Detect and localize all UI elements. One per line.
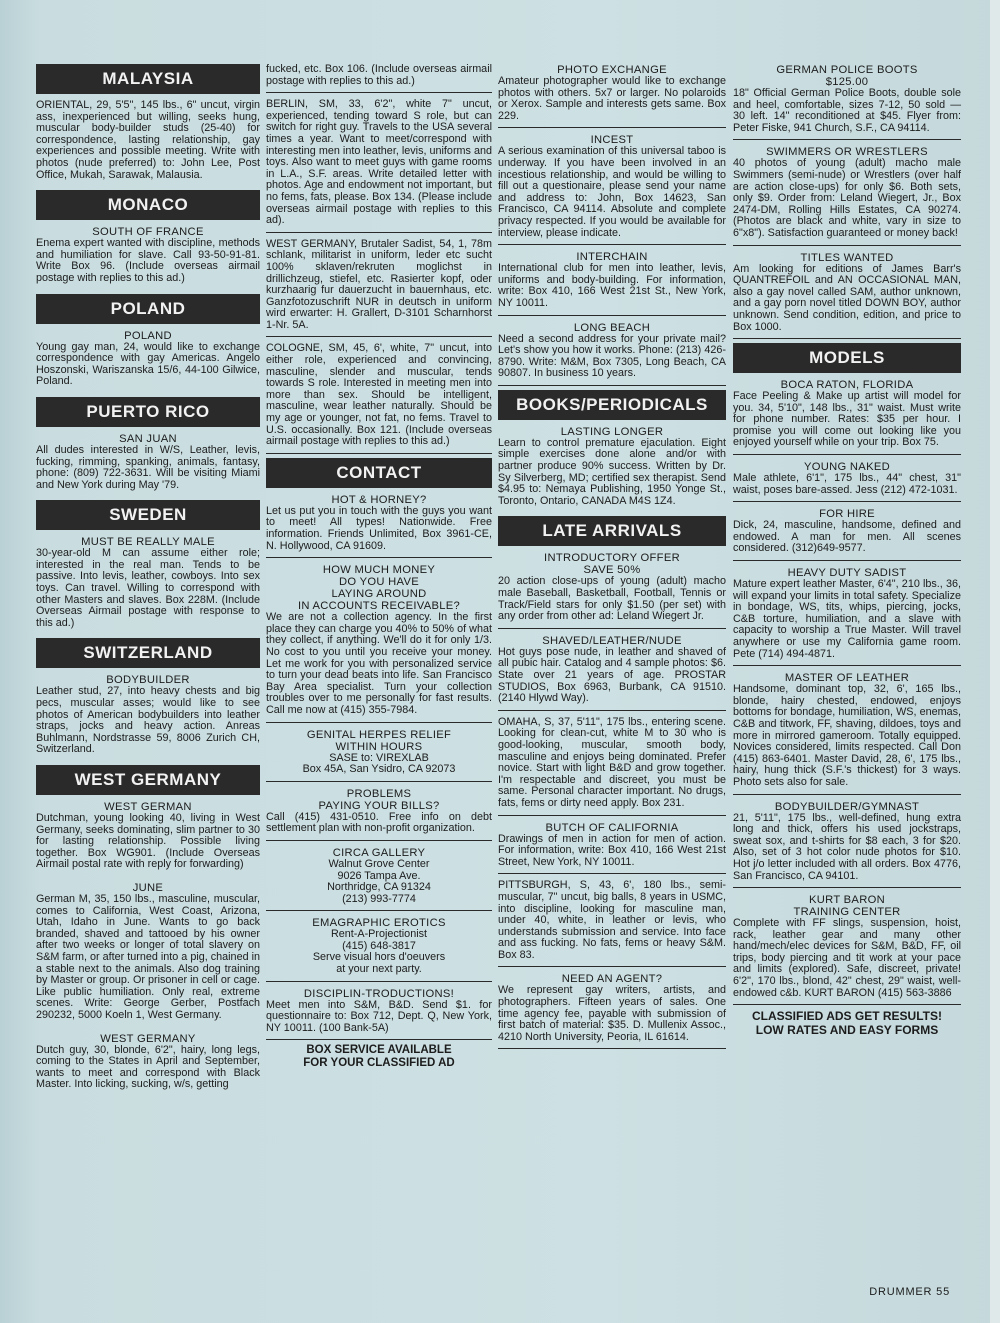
ad-title: INTRODUCTORY OFFER SAVE 50% — [544, 552, 680, 577]
ad-body: Face Peeling & Make up artist will model for you. 34, 5'10", 148 lbs., 31" waist. Must write for phone number. Rates: $35 per hour. I promise you will come out looking like you enjoyed yourself while on your trip. Box 75. — [733, 390, 961, 449]
ad-body: BERLIN, SM, 33, 6'2", white 7" uncut, experienced, tending toward S role, but can switch for right guy. Travels to the USA several times a year. Want to meet/correspond with interesting men into leather, levis, uniforms and toys. Also want to meet guys with game rooms in L.A., S.F. areas. Write detailed letter with photos. Age and endowment not important, but no fems, fats, please. Box 134. (Please include overseas airmail postage with replies to this ad). — [266, 98, 492, 227]
ad-title: PHOTO EXCHANGE — [557, 64, 667, 76]
box-service-notice: BOX SERVICE AVAILABLE FOR YOUR CLASSIFIED AD — [303, 1044, 455, 1069]
ad-body: Male athlete, 6'1", 175 lbs., 44" chest, 31" waist, poses bare-assed. Jess (212) 472-1031. — [733, 472, 961, 496]
ad-body: Dutchman, young looking 40, living in West Germany, seeks dominating, slim partner to 30 for lasting relationship. Possible living together. Box WG901. (Include Overseas Airmail postal rate with reply for forwarding) — [36, 812, 260, 871]
section-banner-puerto-rico: PUERTO RICO — [36, 397, 260, 427]
classified-ad — [733, 799, 961, 889]
ad-title: SAN JUAN — [119, 432, 177, 445]
classified-ads-notice: CLASSIFIED ADS GET RESULTS! LOW RATES AND EASY FORMS — [751, 1009, 942, 1038]
ad-title: HOW MUCH MONEY DO YOU HAVE LAYING AROUND IN ACCOUNTS RECEIVABLE? — [297, 564, 461, 613]
ad-title: FOR HIRE — [819, 508, 875, 521]
classified-ad — [733, 506, 961, 561]
ad-title: GENITAL HERPES RELIEF WITHIN HOURS — [306, 728, 452, 753]
classified-ad — [36, 98, 260, 186]
ad-title: HEAVY DUTY SADIST — [787, 567, 907, 580]
classified-ad — [266, 915, 492, 981]
ad-body: Walnut Grove Center 9026 Tampa Ave. Northridge, CA 91324 (213) 993-7774 — [327, 857, 431, 905]
ad-body: Complete with FF slings, suspension, hoist, rack, leather gear and many other hand/mech/elec devices for S&M, B&D, FF, oil trips, body piercing and tit work at your pace and limits (explored). Safe, discreet, private! 6'2", 170 lbs., blond, 42" chest, 29" waist, well-endowed c&b. KURT BARON (415) 563-3886 — [733, 917, 961, 999]
ad-body: Dutch guy, 30, blonde, 6'2", hairy, long legs, coming to the States in April and September, wants to meet and correspond with Black Master. Into licking, sucking, w/s, getting — [36, 1043, 260, 1091]
ad-title: LONG BEACH — [573, 321, 651, 334]
section-banner-monaco: MONACO — [36, 190, 260, 220]
section-banner-late-arrivals: LATE ARRIVALS — [498, 516, 726, 546]
ad-body: Handsome, dominant top, 32, 6', 165 lbs., blonde, hairy chested, endowed, enjoys bottoms for bondage, humiliation, WS, enemas, C&B and titwork, FF, shaving, dildoes, toys and more in mirrored gameroom. Totally equipped. Novices considered, limits respected. Call Don (415) 863-6401. Master David, 28, 6', 175 lbs., hairy, hung thick (S.F.'s thickest) for 3 ways. Photo sets also for sale. — [733, 683, 961, 788]
ad-title: DISCIPLIN-TRODUCTIONS! — [303, 987, 455, 1000]
ad-body: German M, 35, 150 lbs., masculine, muscular, comes to California, West Coast, Arizona, Utah, Idaho in June. Wants to go back branded, shaved and tattooed by his owner after two weeks or longer of total slavery on S&M farm, or after turned into a pig, chained in a stable next to the animals. Also dog training by Master or group. Or prisoner in cell or cage. Like public humiliation. Only real, extreme scenes. Write: George Gerber, Postfach 290232, 5000 Koeln 1, West Germany. — [36, 892, 260, 1021]
classified-ad — [498, 820, 726, 875]
ad-body: 21, 5'11", 175 lbs., well-defined, hung extra long and thick, offers his used jockstraps, sweat sox, and t-shirts for $8 each, 3 for $20. Also, set of 3 hot color nude photos for $10. Hot j/o letter included with all orders. Box 4776, San Francisco, CA 94101. — [733, 811, 961, 882]
page-footer: DRUMMER 55 — [869, 1286, 950, 1298]
ad-body: Amateur photographer would like to exchange photos with others. 5x7 or larger. No polaroids or Xerox. Sample and interests gets same. Box 229. — [498, 75, 726, 122]
ad-body: 18" Official German Police Boots, double sole and heel, comfortable, sizes 7-12, 50 sold — 30 left. 14" reconditioned at $45. Flyer from: Peter Fiske, 941 Church, S.F., CA 94114. — [733, 87, 961, 134]
column-2-ads — [266, 62, 492, 454]
ad-body: International club for men into leather, levis, uniforms and body-building. For information, write: Box 410, 166 West 21st St., New York, NY 10011. — [498, 262, 726, 309]
ad-body: We are not a collection agency. In the first place they can charge you 40% to 50% of what they collect, if anything. We'll do it for only 1/3. No cost to you until you receive your money. Let me work for you with personalized service to turn your dead beats into life. San Francisco Bay Area specialist. Turn your collection troubles over to me personally for fast results. Call me now at (415) 355-7984. — [266, 611, 492, 716]
ad-title: SHAVED/LEATHER/NUDE — [542, 634, 682, 647]
ad-title: LASTING LONGER — [560, 425, 664, 438]
ad-body: PITTSBURGH, S, 43, 6', 180 lbs., semi-muscular, 7" uncut, big balls, 8 years in USMC, into discipline, looking for masculine man, under 40, white, in leather or levis, who understands submission and service. Into face and ass fucking. No fats, fems or heavy S&M. Box 83. — [498, 879, 726, 961]
classified-ad — [266, 786, 492, 841]
late-arrivals-ads — [498, 550, 726, 1049]
ad-body: Young gay man, 24, would like to exchange correspondence with gay Americas. Angelo Hoszonski, Wariszanska 15/6, 44-100 Gilwice, Poland. — [36, 340, 260, 388]
section-banner-contact: CONTACT — [266, 458, 492, 488]
classified-ad — [498, 550, 726, 628]
page-edge — [990, 0, 1000, 1323]
ad-body: Enema expert wanted with discipline, methods and humiliation for slave. Call 93-50-91-81. Write Box 96. (Include overseas airmail postage with replies to this ad.) — [36, 237, 260, 284]
ad-title: WEST GERMANY — [100, 1032, 196, 1045]
classified-ad — [733, 565, 961, 666]
ad-title: JUNE — [132, 881, 164, 894]
section-banner-switzerland: SWITZERLAND — [36, 638, 260, 668]
section-banner-poland: POLAND — [36, 294, 260, 324]
ad-title: TITLES WANTED — [800, 251, 894, 264]
ad-body: SASE to: VIREXLAB Box 45A, San Ysidro, CA 92073 — [302, 751, 456, 776]
ad-body: A serious examination of this universal taboo is underway. If you have been involved in an incestious relationship, and would be willing to fill out a questionaire, please send your name and address to: John, Box 14623, San Francisco, CA 94114. Absolute and complete privacy respected. If you would be available for interview, please indicate. — [498, 145, 726, 239]
ad-body: Mature expert leather Master, 6'4", 210 lbs., 36, will expand your limits in total safety. Specialize in bondage, WS, tits, whips, piercing, jocks, C&B torture, humiliation, and a slave with capacity to worship a True Master. Will travel anywhere or use my California game room. Pete (714) 494-4871. — [733, 578, 961, 660]
classified-ad — [36, 880, 260, 1027]
classified-ad — [36, 328, 260, 393]
classified-ad — [266, 727, 492, 782]
section-banner-models: MODELS — [733, 343, 961, 373]
ad-body: fucked, etc. Box 106. (Include overseas airmail postage with replies to this ad.) — [266, 63, 492, 87]
ad-title: WEST GERMAN — [104, 801, 192, 813]
ad-title: SWIMMERS OR WRESTLERS — [766, 146, 928, 159]
classified-ad — [36, 431, 260, 496]
ad-body: ORIENTAL, 29, 5'5", 145 lbs., 6" uncut, virgin ass, inexperienced but willing, seeks hung, muscular body-builder studs (25-40) for correspondence, lasting relationship, gay experiences and possible meeting. Write with photos (nude preferred) to: John Lee, Post Office, Mukah, Sarawak, Malausia. — [36, 99, 260, 181]
classified-ad — [498, 878, 726, 967]
ad-title: NEED AN AGENT? — [561, 973, 663, 986]
classified-ad — [733, 377, 961, 455]
classified-ad — [498, 971, 726, 1049]
classified-ad — [498, 715, 726, 816]
ad-body: Meet men into S&M, B&D. Send $1. for questionnaire to: Box 712, Dept. Q, New York, NY 10011. (100 Bank-5A) — [266, 998, 492, 1034]
classified-ad — [266, 237, 492, 338]
ad-body: Am looking for editions of James Barr's QUANTREFOIL and AN OCCASIONAL MAN, also a gay novel called SAM, author unknown, and a gay porn novel titled DOWN BOY, author unknown. Send condition, edition, and price to Box 1000. — [733, 262, 961, 333]
ad-body: OMAHA, S, 37, 5'11", 175 lbs., entering scene. Looking for clean-cut, white M to 30 who is good-looking, muscular, smooth body, masculine and enjoys being dominated. Prefer novice. Start with light B&D and grow together. I'm respectable and discreet, you must be same. Personal character important. No drugs, fats, fems or dirty need apply. Box 231. — [498, 715, 726, 809]
ad-body: 30-year-old M can assume either role; interested in the real man. Tends to be passive. Into levis, leather, cowboys. Into sex toys. Can travel. Willing to correspond with other Masters and slaves. Box 228M. (Include Overseas Airmail postage with response to this ad.) — [36, 547, 260, 629]
ad-title: CIRCA GALLERY — [332, 846, 426, 859]
ad-body: Let us put you in touch with the guys you want to meet! All types! Nationwide. Free information. Friends Unlimited, Box 3961-CE, N. Hollywood, CA 91609. — [266, 504, 492, 552]
column-4-ads — [733, 62, 961, 339]
classified-ad — [733, 144, 961, 245]
ad-body: 40 photos of young (adult) macho male Swimmers (semi-nude) or Wrestlers (over half are action close-ups) for only $6. Both sets, only $9. Order from: Leland Wiegert, Jr., Box 2474-DM, Rolling Hills Estates, CA 90274. (Photos are black and white, vary in size to 6"x8"). Satisfaction guaranteed or money back! — [733, 157, 961, 239]
ad-title: YOUNG NAKED — [804, 461, 890, 474]
ad-title: POLAND — [124, 329, 172, 342]
ad-title: HOT & HORNEY? — [331, 493, 427, 506]
column-4 — [733, 62, 961, 1037]
ad-body: Leather stud, 27, into heavy chests and big pecs, muscular asses; would like to see photos of American bodybuilders into leather straps, jocks and heavy action. Anreas Buhlmann, Nordstrasse 59, 8006 Zurich CH, Switzerland. — [36, 685, 260, 756]
ad-body: Need a second address for your private mail? Let's show you how it works. Phone: (213) 426-8790. Write: M&M, Box 7305, Long Beach, CA 90807. In business 10 years. — [498, 332, 726, 380]
classified-ad — [266, 845, 492, 911]
ad-body: Drawings of men in action for men of action. For information, write: Box 410, 166 West 21st Street, New York, NY 10011. — [498, 832, 726, 868]
ad-body: All dudes interested in W/S, Leather, levis, fucking, rimming, spanking, animals, fantasy, phone: (809) 722-3631. Will be visiting Miami and New York during May '79. — [36, 443, 260, 491]
ad-title: EMAGRAPHIC EROTICS — [312, 917, 446, 930]
models-ads — [733, 377, 961, 1005]
classified-ad — [498, 633, 726, 711]
column-2 — [266, 62, 492, 1069]
classified-ad — [498, 424, 726, 513]
section-banner-books: BOOKS/PERIODICALS — [498, 390, 726, 420]
ad-body: Call (415) 431-0510. Free info on debt settlement plan with non-profit organization. — [266, 810, 492, 835]
books-ads — [498, 424, 726, 513]
classified-ad — [266, 62, 492, 93]
ad-body: Dick, 24, masculine, handsome, defined and endowed. A man for men. All scenes considered. (312)649-9577. — [733, 519, 961, 555]
ad-body: Hot guys pose nude, in leather and shaved of all pubic hair. Catalog and 4 sample photos: $6. State over 21 years of age. PROSTAR STUDIOS, Box 6963, Burbank, CA 91510. (2140 Hlywd Way). — [498, 645, 726, 705]
ad-body: WEST GERMANY, Brutaler Sadist, 54, 1, 78m schlank, militarist in uniform, leder etc sucht 100% sklaven/rekruten moglichst in drillichzeug, stiefel, etc. Rasierter kopf, oder kurzhaarig fur dauerzucht in bauernhaus, etc. Ganzfotozuschrift NUR in deutsch in uniform wird erwarter: H. Grallert, D-3101 Scharnhorst 1-Nr. 5A. — [266, 237, 492, 331]
ad-title: SOUTH OF FRANCE — [92, 226, 204, 239]
ad-title: INCEST — [590, 134, 634, 147]
ad-title: BODYBUILDER/GYMNAST — [774, 800, 920, 813]
column-3-ads — [498, 62, 726, 386]
classified-ad — [733, 670, 961, 794]
classified-ad — [733, 892, 961, 1005]
ad-title: INTERCHAIN — [576, 251, 648, 264]
classified-ad — [266, 562, 492, 722]
ad-body: COLOGNE, SM, 45, 6', white, 7" uncut, into either role, experienced and convincing, masculine, slender and muscular, tends towards S role. Interested in meeting men into more than sex. Should be intelligent, masculine, wear leather naturally. Should be my age or younger, not fat, no fems. Travel to U.S. occasionally. Box 121. (Include overseas airmail postage with replies to this ad.) — [266, 342, 492, 448]
classified-ad — [36, 1031, 260, 1096]
section-banner-sweden: SWEDEN — [36, 500, 260, 530]
ad-body: 20 action close-ups of young (adult) macho male Baseball, Basketball, Football, Tennis or Track/Field stars for only $1.50 (per set) with any order from other ad: Leland Wiegert Jr. — [498, 575, 726, 623]
ad-body: Rent-A-Projectionist (415) 648-3817 Serve visual hors d'oeuvers at your next party. — [312, 928, 446, 976]
classified-ad — [498, 249, 726, 315]
classified-ad — [733, 62, 961, 140]
ad-title: MASTER OF LEATHER — [784, 672, 910, 685]
classified-ad — [266, 341, 492, 453]
classified-ad — [498, 62, 726, 128]
classified-ad — [36, 799, 260, 876]
classified-ad — [36, 534, 260, 634]
section-banner-west-germany: WEST GERMANY — [36, 765, 260, 795]
ad-title: GERMAN POLICE BOOTS $125.00 — [776, 64, 918, 88]
column-3 — [498, 62, 726, 1053]
ad-title: PROBLEMS PAYING YOUR BILLS? — [318, 787, 440, 812]
classified-ad — [498, 320, 726, 386]
ad-title: BOCA RATON, FLORIDA — [780, 379, 914, 392]
ad-body: We represent gay writers, artists, and photographers. Fifteen years of sales. One time agency fee, payable with submission of first batch of material: $35. D. Mullenix Assoc., 4210 North University, Peoria, IL 61614. — [498, 984, 726, 1043]
classified-ad — [498, 132, 726, 245]
classified-ad — [733, 459, 961, 502]
classified-ad — [266, 97, 492, 233]
ad-body: Learn to control premature ejaculation. Eight simple exercises done alone and/or with partner produce 90% success. Written by Dr. Sy Silverberg, MD; certified sex therapist. Send $4.95 to: Nemaya Publishing, 1950 Yonge St., Toronto, Ontario, CANADA M4S 1Z4. — [498, 436, 726, 507]
classified-ad — [36, 224, 260, 289]
ad-title: MUST BE REALLY MALE — [81, 536, 215, 549]
contact-ads — [266, 492, 492, 1041]
section-banner-malaysia: MALAYSIA — [36, 64, 260, 94]
ad-title: BODYBUILDER — [106, 674, 190, 687]
column-1 — [36, 62, 260, 1100]
classified-ad — [36, 672, 260, 761]
classified-ad — [266, 492, 492, 558]
ad-title: KURT BARON TRAINING CENTER — [793, 894, 901, 919]
ad-title: BUTCH OF CALIFORNIA — [545, 821, 679, 834]
classified-ad — [733, 250, 961, 340]
classified-ad — [266, 986, 492, 1041]
